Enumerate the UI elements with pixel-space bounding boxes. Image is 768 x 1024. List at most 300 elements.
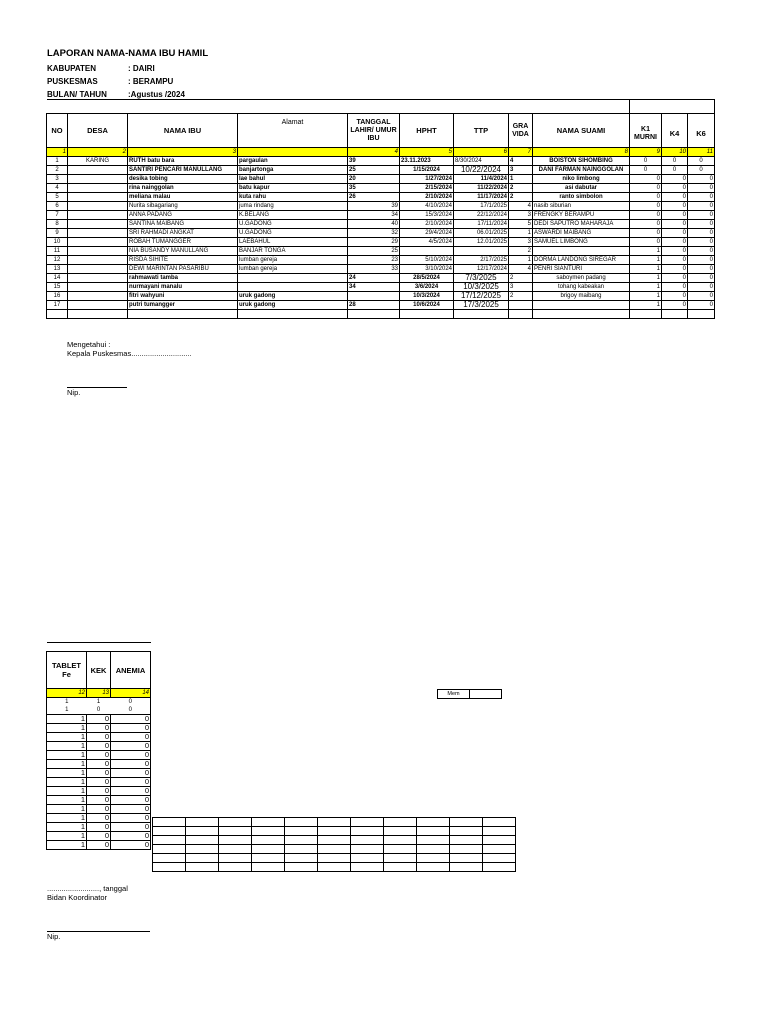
tfe-cell: 1 xyxy=(47,760,87,769)
anemia-header: ANEMIA xyxy=(111,652,151,689)
table-cell xyxy=(533,247,630,256)
tfe-cell: 0 xyxy=(111,796,151,805)
table-cell: pargaulan xyxy=(238,157,348,166)
table-cell: 14 xyxy=(47,274,68,283)
tfe-cell: 0 xyxy=(111,778,151,787)
table-cell: 10 xyxy=(47,238,68,247)
tfe-cell: 0 xyxy=(111,769,151,778)
table-cell: 0 xyxy=(662,175,688,184)
tfe-row xyxy=(47,769,151,778)
grid-cell xyxy=(285,818,318,827)
tfe-row xyxy=(47,742,151,751)
table-cell: 2/10/2024 xyxy=(400,193,454,202)
tfe-cell: 0 xyxy=(87,814,111,823)
table-cell: asi dabutar xyxy=(533,184,630,193)
grid-cell xyxy=(153,854,186,863)
table-cell: 1/15/2024 xyxy=(400,166,454,175)
table-cell: 2 xyxy=(509,193,533,202)
grid-cell xyxy=(186,863,219,872)
table-cell: DEDI SAPUTRO MAHARAJA xyxy=(533,220,630,229)
tfe-row xyxy=(47,751,151,760)
tfe-cell: 0 xyxy=(87,832,111,841)
table-cell: saboymen padang xyxy=(533,274,630,283)
grid-cell xyxy=(186,827,219,836)
grid-cell xyxy=(219,863,252,872)
table-cell: 34 xyxy=(348,283,400,292)
signature-line-bidan xyxy=(47,931,150,932)
col-number: 11 xyxy=(688,148,715,157)
tfe-cell: 1 xyxy=(47,796,87,805)
col-number: 1 xyxy=(47,148,68,157)
table-cell: 1 xyxy=(630,283,662,292)
grid-cell xyxy=(219,854,252,863)
grid-cell xyxy=(384,818,417,827)
table-cell: 33 xyxy=(348,265,400,274)
table-cell: 0 xyxy=(630,229,662,238)
grid-cell xyxy=(186,854,219,863)
grid-cell xyxy=(351,863,384,872)
tfe-number-row xyxy=(47,689,151,698)
grid-cell xyxy=(252,845,285,854)
grid-cell xyxy=(285,827,318,836)
table-cell: 3 xyxy=(47,175,68,184)
tfe-cell: 1 xyxy=(47,724,87,733)
table-row xyxy=(47,292,715,301)
tfe-cell: 1 xyxy=(47,706,87,715)
table-cell: lumban gereja xyxy=(238,265,348,274)
tfe-cell: 0 xyxy=(111,742,151,751)
table-cell: 0 xyxy=(662,301,688,310)
table-cell xyxy=(68,292,128,301)
puskesmas-label: PUSKESMAS xyxy=(47,77,98,86)
col-k1-header: K1 MURNI xyxy=(630,114,662,148)
bulan-row xyxy=(47,90,185,99)
table-cell: 4/5/2024 xyxy=(400,238,454,247)
memo-label: Mem xyxy=(438,690,470,699)
grid-cell xyxy=(252,818,285,827)
col-hpht-header: HPHT xyxy=(400,114,454,148)
table-row xyxy=(47,256,715,265)
table-cell: batu kapur xyxy=(238,184,348,193)
grid-cell xyxy=(351,836,384,845)
table-cell: 11/4/2024 xyxy=(454,175,509,184)
tfe-cell: 1 xyxy=(47,778,87,787)
table-cell xyxy=(68,184,128,193)
table-cell: SAMUEL LIMBONG xyxy=(533,238,630,247)
table-row xyxy=(47,274,715,283)
table-cell: K.BELANG xyxy=(238,211,348,220)
table-cell xyxy=(68,211,128,220)
tfe-cell: 1 xyxy=(47,715,87,724)
tfe-cell: 1 xyxy=(47,832,87,841)
kek-header: KEK xyxy=(87,652,111,689)
tfe-cell: 0 xyxy=(111,805,151,814)
col-number: 9 xyxy=(630,148,662,157)
table-cell: 23 xyxy=(348,256,400,265)
table-cell: ROBAH TUMANGGER xyxy=(128,238,238,247)
table-cell: 15/3/2024 xyxy=(400,211,454,220)
tfe-row xyxy=(47,805,151,814)
grid-cell xyxy=(153,863,186,872)
table-cell: SRI RAHMADI ANGKAT xyxy=(128,229,238,238)
tfe-cell: 0 xyxy=(111,715,151,724)
table-cell: 4 xyxy=(509,157,533,166)
table-cell: 0 xyxy=(662,184,688,193)
table-cell: 8 xyxy=(47,220,68,229)
bidan-koordinator-label: Bidan Koordinator xyxy=(47,893,108,902)
grid-cell xyxy=(450,863,483,872)
table-cell: 23.11.2023 xyxy=(400,157,454,166)
bulan-value: :Agustus /2024 xyxy=(128,90,185,99)
table-cell: 26 xyxy=(348,193,400,202)
table-cell: 8/30/2024 xyxy=(454,157,509,166)
grid-cell xyxy=(153,845,186,854)
table-cell: 5 xyxy=(47,193,68,202)
col-nama-suami-header: NAMA SUAMI xyxy=(533,114,630,148)
table-cell xyxy=(68,238,128,247)
table-cell: 6 xyxy=(47,202,68,211)
col-k6-header: K6 xyxy=(688,114,715,148)
table-row xyxy=(47,220,715,229)
table-cell: juma rindang xyxy=(238,202,348,211)
table-cell: 0 xyxy=(688,247,715,256)
table-cell: 0 xyxy=(688,220,715,229)
table-cell: 0 xyxy=(688,283,715,292)
table-cell: 0 xyxy=(688,157,715,166)
col-number: 6 xyxy=(454,148,509,157)
table-cell: nasib siburian xyxy=(533,202,630,211)
tablet-fe-table xyxy=(46,642,151,850)
puskesmas-row xyxy=(47,77,174,86)
table-row xyxy=(47,157,715,166)
table-cell: 0 xyxy=(630,211,662,220)
col-number xyxy=(238,148,348,157)
table-cell: BOISTON SIHOMBING xyxy=(533,157,630,166)
table-cell xyxy=(68,193,128,202)
table-cell: 5 xyxy=(509,220,533,229)
table-cell: 2 xyxy=(509,184,533,193)
table-cell xyxy=(509,301,533,310)
kabupaten-value: : DAIRI xyxy=(128,64,155,73)
tfe-cell: 1 xyxy=(47,742,87,751)
table-cell: 0 xyxy=(688,274,715,283)
grid-row xyxy=(153,854,516,863)
table-cell: 2 xyxy=(509,274,533,283)
tfe-row xyxy=(47,832,151,841)
table-cell: 0 xyxy=(688,301,715,310)
tfe-cell: 1 xyxy=(47,823,87,832)
table-cell: 0 xyxy=(662,247,688,256)
table-cell xyxy=(68,265,128,274)
tfe-cell: 0 xyxy=(111,706,151,715)
grid-cell xyxy=(285,863,318,872)
table-cell: PENRI SIANTURI xyxy=(533,265,630,274)
table-cell: 3 xyxy=(509,166,533,175)
table-cell: banjartonga xyxy=(238,166,348,175)
table-cell: brigoy maibang xyxy=(533,292,630,301)
table-cell: 9 xyxy=(47,229,68,238)
grid-cell xyxy=(318,863,351,872)
tfe-row xyxy=(47,814,151,823)
tfe-cell: 0 xyxy=(111,814,151,823)
table-cell: 12.01/2025 xyxy=(454,238,509,247)
tfe-cell: 0 xyxy=(87,787,111,796)
col-number: 14 xyxy=(111,689,151,698)
grid-cell xyxy=(318,854,351,863)
tfe-cell: 1 xyxy=(96,699,101,705)
grid-row xyxy=(153,827,516,836)
table-cell: RUTH batu bara xyxy=(128,157,238,166)
tfe-cell: 0 xyxy=(111,698,151,707)
grid-cell xyxy=(318,845,351,854)
tfe-cell: 0 xyxy=(87,715,111,724)
table-cell: 17 xyxy=(47,301,68,310)
table-cell: ANNA PADANG xyxy=(128,211,238,220)
grid-cell xyxy=(153,836,186,845)
table-cell: DANI FARMAN NAINGGOLAN xyxy=(533,166,630,175)
table-cell: DORMA LANDONG SIREGAR xyxy=(533,256,630,265)
table-cell: niko limbong xyxy=(533,175,630,184)
tfe-cell: 0 xyxy=(111,841,151,850)
table-cell: desika tobing xyxy=(128,175,238,184)
table-cell: 0 xyxy=(662,193,688,202)
table-cell: kuta rahu xyxy=(238,193,348,202)
table-cell: 1 xyxy=(630,256,662,265)
memo-box xyxy=(437,689,502,699)
table-cell: 0 xyxy=(688,256,715,265)
tfe-cell: 0 xyxy=(87,733,111,742)
grid-cell xyxy=(483,836,516,845)
table-cell: meliana malau xyxy=(128,193,238,202)
grid-cell xyxy=(351,827,384,836)
grid-row xyxy=(153,836,516,845)
table-cell: 0 xyxy=(688,193,715,202)
table-cell: U.GADONG xyxy=(238,220,348,229)
grid-cell xyxy=(483,818,516,827)
table-cell: 0 xyxy=(662,292,688,301)
table-cell: 39 xyxy=(348,202,400,211)
tfe-row xyxy=(47,724,151,733)
tfe-cell: 0 xyxy=(111,823,151,832)
table-cell: 0 xyxy=(630,184,662,193)
grid-cell xyxy=(483,863,516,872)
table-cell: 29 xyxy=(348,238,400,247)
table-cell: 1 xyxy=(630,274,662,283)
grid-cell xyxy=(417,863,450,872)
table-row xyxy=(47,238,715,247)
tfe-cell: 0 xyxy=(87,796,111,805)
table-cell xyxy=(238,283,348,292)
table-cell: 1 xyxy=(509,229,533,238)
table-cell: 0 xyxy=(688,229,715,238)
tfe-cell: 1 xyxy=(47,751,87,760)
tfe-cell: 0 xyxy=(111,832,151,841)
table-cell: 7 xyxy=(47,211,68,220)
table-row xyxy=(47,166,715,175)
table-cell xyxy=(68,229,128,238)
table-cell: 0 xyxy=(630,238,662,247)
grid-cell xyxy=(252,854,285,863)
table-cell: 0 xyxy=(662,229,688,238)
table-cell: 1 xyxy=(47,157,68,166)
tfe-cell: 0 xyxy=(87,778,111,787)
tfe-cell: 0 xyxy=(111,733,151,742)
tfe-row xyxy=(47,778,151,787)
report-title: LAPORAN NAMA-NAMA IBU HAMIL xyxy=(47,48,209,59)
kabupaten-label: KABUPATEN xyxy=(47,64,97,73)
col-desa-header: DESA xyxy=(68,114,128,148)
table-cell: 0 xyxy=(630,220,662,229)
tfe-cell: 1 xyxy=(47,841,87,850)
grid-cell xyxy=(252,836,285,845)
grid-cell xyxy=(252,827,285,836)
tfe-row xyxy=(47,787,151,796)
table-cell: 1 xyxy=(630,265,662,274)
table-cell: 10/3/2024 xyxy=(400,292,454,301)
col-nama-ibu-header: NAMA IBU xyxy=(128,114,238,148)
tfe-cell: 1 xyxy=(47,805,87,814)
table-cell: 0 xyxy=(662,265,688,274)
tfe-cell: 0 xyxy=(87,823,111,832)
grid-cell xyxy=(450,854,483,863)
tfe-cell: 0 xyxy=(87,805,111,814)
grid-cell xyxy=(417,836,450,845)
table-cell: 17/11/2024 xyxy=(454,220,509,229)
grid-cell xyxy=(186,845,219,854)
table-cell: tohang kabeakan xyxy=(533,283,630,292)
tfe-cell: 1 xyxy=(47,814,87,823)
table-cell: 1 xyxy=(630,292,662,301)
mengetahui-label: Mengetahui : xyxy=(67,340,111,349)
table-cell xyxy=(238,274,348,283)
table-cell: LAEBAHUL xyxy=(238,238,348,247)
grid-cell xyxy=(450,827,483,836)
column-number-row xyxy=(47,148,715,157)
col-tanggal-lahir-header: TANGGAL LAHIR/ UMUR IBU xyxy=(348,114,400,148)
table-cell: 2/15/2024 xyxy=(400,184,454,193)
table-cell xyxy=(68,220,128,229)
tanggal-label: ........................., tanggal xyxy=(47,884,128,893)
grid-cell xyxy=(318,818,351,827)
table-cell: 06.01/2025 xyxy=(454,229,509,238)
table-cell: 0 xyxy=(688,175,715,184)
col-ttp-header: TTP xyxy=(454,114,509,148)
table-cell: 25 xyxy=(348,166,400,175)
table-cell: 0 xyxy=(688,184,715,193)
table-cell: 20 xyxy=(348,175,400,184)
tfe-row xyxy=(47,760,151,769)
table-cell: 0 xyxy=(688,202,715,211)
grid-cell xyxy=(417,818,450,827)
grid-cell xyxy=(153,818,186,827)
tfe-cell: 0 xyxy=(87,841,111,850)
table-row xyxy=(47,211,715,220)
table-cell: 0 xyxy=(688,265,715,274)
tfe-cell: 0 xyxy=(87,742,111,751)
table-row xyxy=(47,229,715,238)
col-number: 7 xyxy=(509,148,533,157)
table-row xyxy=(47,193,715,202)
table-cell: 22/12/2024 xyxy=(454,211,509,220)
table-cell: Nurita sibagariang xyxy=(128,202,238,211)
table-cell: NIA BUSANDY MANULLANG xyxy=(128,247,238,256)
puskesmas-value: : BERAMPU xyxy=(128,77,174,86)
table-cell: 3 xyxy=(509,211,533,220)
table-cell: rina nainggolan xyxy=(128,184,238,193)
grid-cell xyxy=(351,818,384,827)
table-cell: 11 xyxy=(47,247,68,256)
table-cell: 0 xyxy=(630,193,662,202)
col-number: 8 xyxy=(533,148,630,157)
table-cell: BANJAR TONGA xyxy=(238,247,348,256)
table-cell xyxy=(400,247,454,256)
table-cell: 2 xyxy=(509,292,533,301)
table-cell: 2 xyxy=(47,166,68,175)
table-cell: KARING xyxy=(68,157,128,166)
table-cell xyxy=(68,274,128,283)
table-cell: lae bahul xyxy=(238,175,348,184)
col-number: 13 xyxy=(87,689,111,698)
grid-cell xyxy=(153,827,186,836)
table-row xyxy=(47,247,715,256)
grid-cell xyxy=(384,863,417,872)
table-cell: 28 xyxy=(348,301,400,310)
grid-cell xyxy=(219,827,252,836)
table-cell: 24 xyxy=(348,274,400,283)
table-cell: 34 xyxy=(348,211,400,220)
col-number: 4 xyxy=(348,148,400,157)
grid-cell xyxy=(219,845,252,854)
col-alamat-header: Alamat xyxy=(238,114,348,148)
tfe-row xyxy=(47,841,151,850)
table-cell xyxy=(348,292,400,301)
table-cell: 25 xyxy=(348,247,400,256)
table-cell: FRENGKY BERAMPU xyxy=(533,211,630,220)
grid-cell xyxy=(417,827,450,836)
table-row xyxy=(47,175,715,184)
grid-row xyxy=(153,863,516,872)
grid-cell xyxy=(219,818,252,827)
table-cell: 0 xyxy=(662,211,688,220)
table-cell: U.GADONG xyxy=(238,229,348,238)
tfe-cell: 0 xyxy=(87,760,111,769)
tfe-cell: 0 xyxy=(87,724,111,733)
tfe-row xyxy=(47,706,151,715)
grid-cell xyxy=(384,845,417,854)
table-cell xyxy=(454,247,509,256)
table-row xyxy=(47,202,715,211)
table-cell xyxy=(68,283,128,292)
table-cell: 4 xyxy=(47,184,68,193)
col-k4-header: K4 xyxy=(662,114,688,148)
tfe-cell: 0 xyxy=(96,707,101,713)
grid-cell xyxy=(186,818,219,827)
col-number: 3 xyxy=(128,148,238,157)
grid-cell xyxy=(219,836,252,845)
table-cell: 35 xyxy=(348,184,400,193)
table-cell xyxy=(68,301,128,310)
col-no-header: NO xyxy=(47,114,68,148)
table-row xyxy=(47,283,715,292)
table-cell: 1/27/2024 xyxy=(400,175,454,184)
tfe-row xyxy=(47,715,151,724)
table-cell: DEWI MARINTAN PASARIBU xyxy=(128,265,238,274)
table-cell: 0 xyxy=(688,238,715,247)
table-cell: 10/6/2024 xyxy=(400,301,454,310)
table-cell: 12/17/2024 xyxy=(454,265,509,274)
table-cell: 17/3/2025 xyxy=(454,301,509,310)
grid-cell xyxy=(384,827,417,836)
